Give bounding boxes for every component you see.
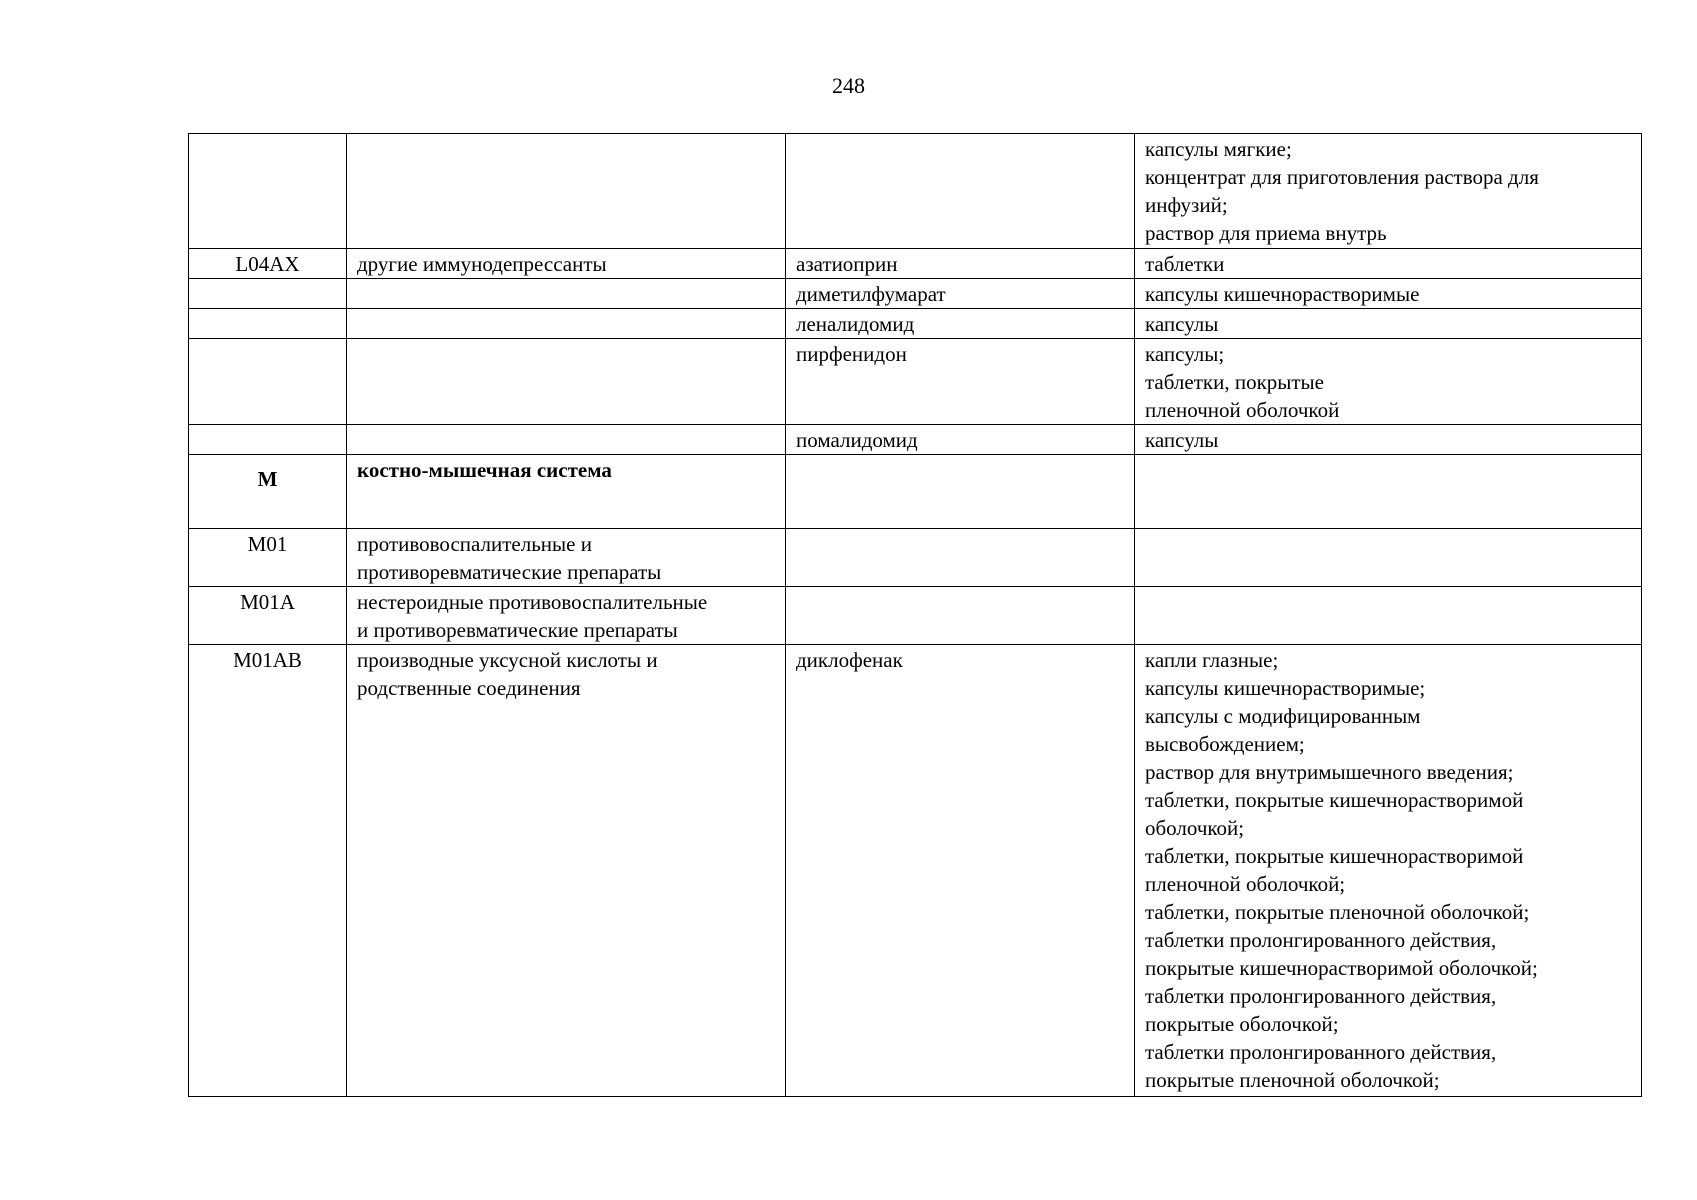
table-row — [189, 339, 1642, 425]
group-name-cell — [347, 134, 786, 249]
drug-name-cell: диметилфумарат — [786, 279, 1135, 309]
atc-code-cell: M — [189, 455, 347, 529]
table-row — [189, 134, 1642, 249]
atc-code-cell — [189, 279, 347, 309]
page-number: 248 — [832, 73, 865, 98]
table-row — [189, 279, 1642, 309]
group-name-cell — [347, 339, 786, 425]
group-name-cell: противовоспалительные и противоревматические препараты — [347, 529, 786, 587]
dosage-forms-cell — [1135, 587, 1642, 645]
table-row — [189, 309, 1642, 339]
drug-table — [188, 133, 1642, 1097]
drug-name-cell: помалидомид — [786, 425, 1135, 455]
group-name-cell — [347, 425, 786, 455]
group-name-cell: производные уксусной кислоты и родственные соединения — [347, 645, 786, 1097]
table-row — [189, 529, 1642, 587]
dosage-forms-cell: таблетки — [1135, 249, 1642, 279]
group-name-cell — [347, 279, 786, 309]
dosage-forms-cell: капсулы кишечнорастворимые — [1135, 279, 1642, 309]
dosage-forms-cell: капли глазные; капсулы кишечнорастворимые; капсулы с модифицированным высвобождением; раствор для внутримышечного введения; таблетки, покрытые кишечнорастворимой оболочкой; таблетки, покрытые кишечнорастворимой пленочной оболочкой; таблетки, покрытые пленочной оболочкой; таблетки пролонгированного действия, покрытые кишечнорастворимой оболочкой; таблетки пролонгированного действия, покрытые оболочкой; таблетки пролонгированного действия, покрытые пленочной оболочкой; — [1135, 645, 1642, 1097]
dosage-forms-cell: капсулы; таблетки, покрытые пленочной оболочкой — [1135, 339, 1642, 425]
drug-name-cell — [786, 529, 1135, 587]
dosage-forms-cell: капсулы — [1135, 425, 1642, 455]
group-name-cell: другие иммунодепрессанты — [347, 249, 786, 279]
atc-code-cell — [189, 425, 347, 455]
atc-code-cell: M01AB — [189, 645, 347, 1097]
atc-code-cell — [189, 339, 347, 425]
drug-name-cell — [786, 134, 1135, 249]
dosage-forms-cell — [1135, 529, 1642, 587]
drug-name-cell: диклофенак — [786, 645, 1135, 1097]
dosage-forms-cell: капсулы — [1135, 309, 1642, 339]
atc-code-cell — [189, 134, 347, 249]
atc-code-cell: M01A — [189, 587, 347, 645]
drug-name-cell: пирфенидон — [786, 339, 1135, 425]
atc-code-cell: L04AX — [189, 249, 347, 279]
table-row — [189, 645, 1642, 1097]
table-row — [189, 425, 1642, 455]
group-name-cell: нестероидные противовоспалительные и противоревматические препараты — [347, 587, 786, 645]
drug-name-cell: леналидомид — [786, 309, 1135, 339]
table-row — [189, 455, 1642, 529]
dosage-forms-cell: капсулы мягкие; концентрат для приготовления раствора для инфузий; раствор для приема внутрь — [1135, 134, 1642, 249]
table-row — [189, 587, 1642, 645]
table-row — [189, 249, 1642, 279]
drug-name-cell — [786, 455, 1135, 529]
group-name-cell — [347, 309, 786, 339]
group-name-cell: костно-мышечная система — [347, 455, 786, 529]
atc-code-cell — [189, 309, 347, 339]
atc-code-cell: M01 — [189, 529, 347, 587]
dosage-forms-cell — [1135, 455, 1642, 529]
drug-name-cell: азатиоприн — [786, 249, 1135, 279]
drug-name-cell — [786, 587, 1135, 645]
